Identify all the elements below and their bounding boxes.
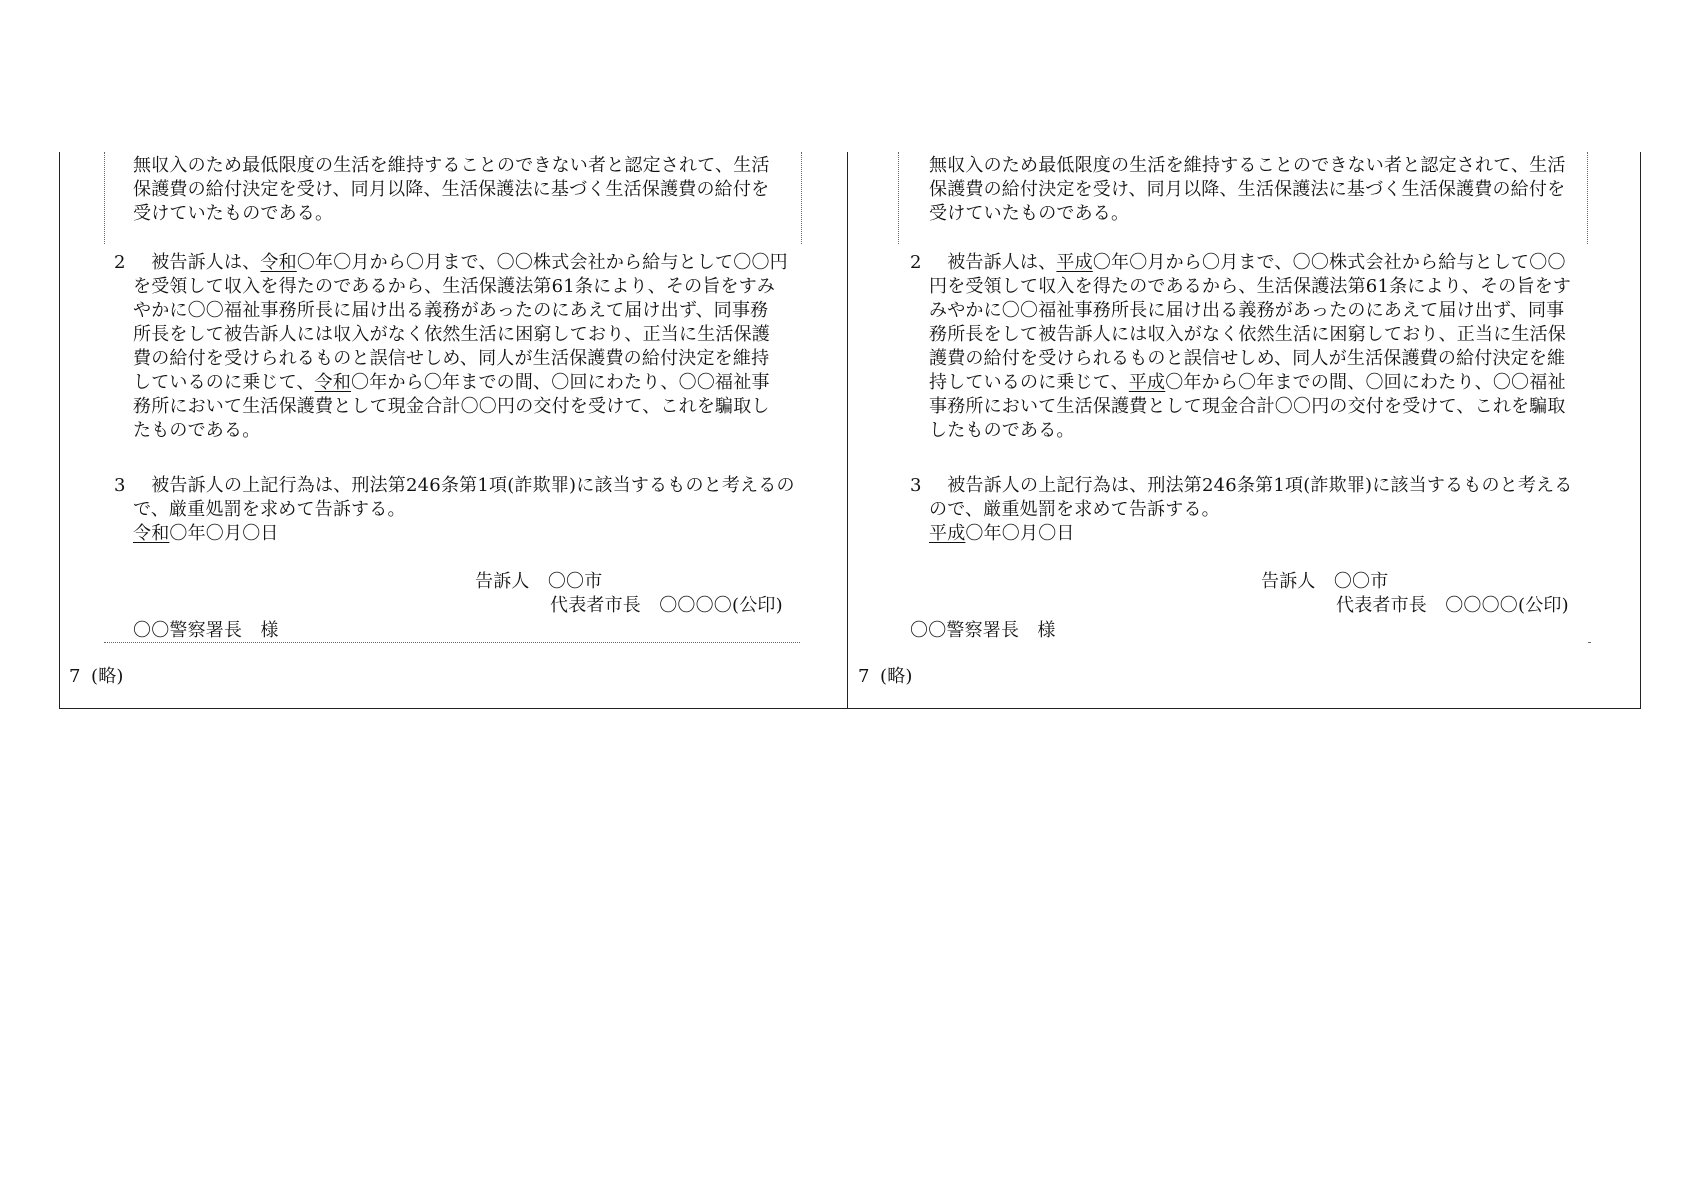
text-line: みやかに〇〇福祉事務所長に届け出る義務があったのにあえて届け出ず、同事 xyxy=(929,300,1565,321)
text-line: 保護費の給付決定を受け、同月以降、生活保護法に基づく生活保護費の給付を xyxy=(929,179,1566,200)
representative: 代表者市長 〇〇〇〇(公印) xyxy=(550,595,783,616)
text-line: 務所において生活保護費として現金合計〇〇円の交付を受けて、これを騙取し xyxy=(133,396,770,417)
item-3 xyxy=(133,474,795,522)
item-2-number: 2 xyxy=(114,252,126,273)
era-name: 令和 xyxy=(133,523,170,544)
era-name: 平成 xyxy=(929,523,966,544)
document-date: 平成〇年〇月〇日 xyxy=(929,523,1075,544)
text-line: ので、厳重処罰を求めて告訴する。 xyxy=(929,499,1220,520)
text-line: やかに〇〇福祉事務所長に届け出る義務があったのにあえて届け出ず、同事務 xyxy=(133,300,769,321)
section-7-text: (略) xyxy=(91,666,124,687)
text-line: 費の給付を受けられるものと誤信せしめ、同人が生活保護費の給付決定を維持 xyxy=(133,348,770,369)
text-line: 所長をして被告訴人には収入がなく依然生活に困窮しており、正当に生活保護 xyxy=(133,324,770,345)
era-name: 令和 xyxy=(260,252,297,273)
intro-paragraph xyxy=(133,154,770,226)
item-3-number: 3 xyxy=(114,475,126,496)
text-line: 被告訴人の上記行為は、刑法第246条第1項(詐欺罪)に該当するものと考える xyxy=(947,475,1573,496)
text-line: で、厳重処罰を求めて告訴する。 xyxy=(133,499,406,520)
text-line: 受けていたものである。 xyxy=(133,203,334,224)
addressee: 〇〇警察署長 様 xyxy=(910,620,1056,641)
text-line: たものである。 xyxy=(133,420,261,441)
text-line: 無収入のため最低限度の生活を維持することのできない者と認定されて、生活 xyxy=(929,155,1566,176)
item-2 xyxy=(133,251,788,443)
text-line: しているのに乗じて、令和〇年から〇年までの間、〇回にわたり、〇〇福祉事 xyxy=(133,372,770,393)
era-name: 平成 xyxy=(1056,252,1093,273)
item-2-number: 2 xyxy=(910,252,922,273)
complainant: 告訴人 〇〇市 xyxy=(475,571,603,592)
text-line: 保護費の給付決定を受け、同月以降、生活保護法に基づく生活保護費の給付を xyxy=(133,179,770,200)
text-line: 務所長をして被告訴人には収入がなく依然生活に困窮しており、正当に生活保 xyxy=(929,324,1566,345)
representative: 代表者市長 〇〇〇〇(公印) xyxy=(1336,595,1569,616)
item-3-number: 3 xyxy=(910,475,922,496)
section-7-number: 7 xyxy=(69,666,81,687)
text-line: 護費の給付を受けられるものと誤信せしめ、同人が生活保護費の給付決定を維 xyxy=(929,348,1566,369)
era-name: 平成 xyxy=(1128,372,1166,393)
text-line: 事務所において生活保護費として現金合計〇〇円の交付を受けて、これを騙取 xyxy=(929,396,1566,417)
text-line: 被告訴人は、令和〇年〇月から〇月まで、〇〇株式会社から給与として〇〇円 xyxy=(151,252,788,273)
text-line: 被告訴人の上記行為は、刑法第246条第1項(詐欺罪)に該当するものと考えるの xyxy=(151,475,795,496)
section-7-text: (略) xyxy=(880,666,913,687)
era-name: 令和 xyxy=(314,372,352,393)
item-2 xyxy=(929,251,1571,443)
complainant: 告訴人 〇〇市 xyxy=(1261,571,1389,592)
section-7-number: 7 xyxy=(858,666,870,687)
left-column xyxy=(59,152,847,708)
addressee: 〇〇警察署長 様 xyxy=(133,620,279,641)
text-line: したものである。 xyxy=(929,420,1075,441)
sample-box-bottom xyxy=(1588,642,1590,643)
item-3 xyxy=(929,474,1572,522)
text-line: 受けていたものである。 xyxy=(929,203,1130,224)
intro-paragraph xyxy=(929,154,1566,226)
text-line: を受領して収入を得たのであるから、生活保護法第61条により、その旨をすみ xyxy=(133,276,776,297)
text-line: 無収入のため最低限度の生活を維持することのできない者と認定されて、生活 xyxy=(133,155,770,176)
text-line: 持しているのに乗じて、平成〇年から〇年までの間、〇回にわたり、〇〇福祉 xyxy=(929,372,1566,393)
right-column xyxy=(848,152,1639,708)
text-line: 被告訴人は、平成〇年〇月から〇月まで、〇〇株式会社から給与として〇〇 xyxy=(947,252,1566,273)
document-date: 令和〇年〇月〇日 xyxy=(133,523,279,544)
text-line: 円を受領して収入を得たのであるから、生活保護法第61条により、その旨をす xyxy=(929,276,1572,297)
